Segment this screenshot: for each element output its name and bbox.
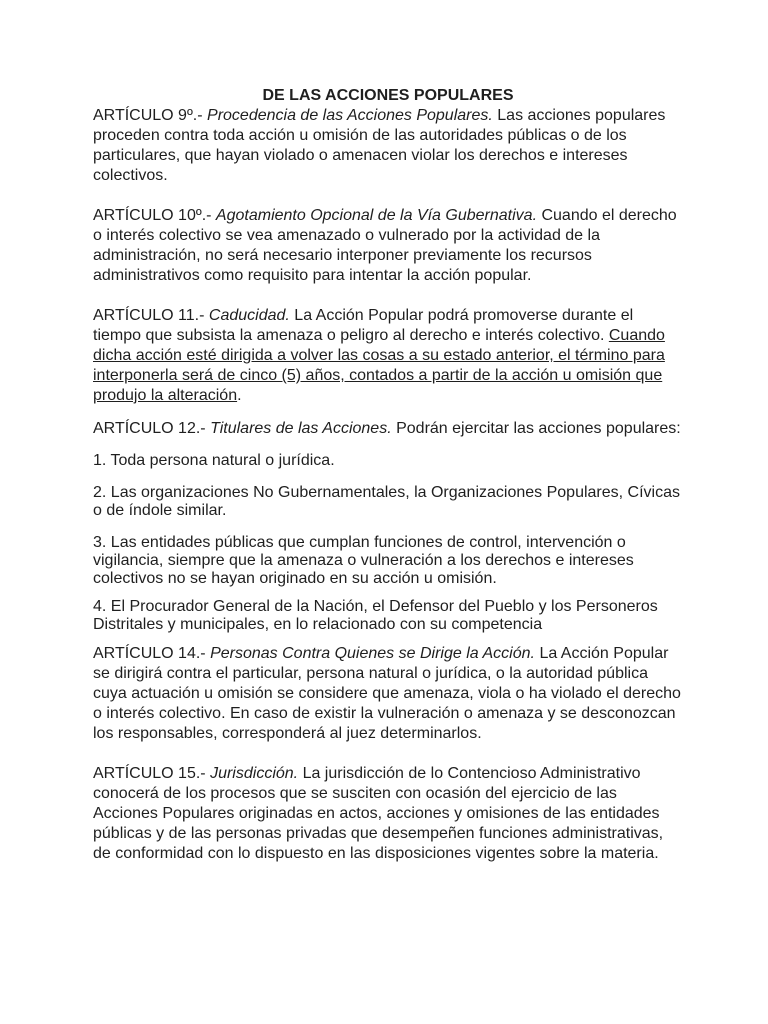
article-number: ARTÍCULO 12.- — [93, 420, 206, 437]
article-heading: Personas Contra Quienes se Dirige la Acción. — [210, 645, 535, 662]
article-12 — [93, 420, 683, 438]
article-body: Cuando el derecho o interés colectivo se vea amenazado o vulnerado por la actividad de la administración, no será necesario interponer previamente los recursos administrativos como requisito para intentar la acción popular. — [93, 207, 677, 284]
article-trailing: . — [237, 387, 242, 404]
document-title: DE LAS ACCIONES POPULARES — [262, 87, 514, 104]
list-item: 4. El Procurador General de la Nación, el Defensor del Pueblo y los Personeros Distritales y municipales, en lo relacionado con su competencia — [93, 598, 658, 633]
article-body: La Acción Popular se dirigirá contra el particular, persona natural o jurídica, o la autoridad pública cuya actuación u omisión se considere que amenaza, viola o ha violado el derecho o interés colectivo. En caso de existir la vulneración o amenaza y se desconozcan los responsables, corresponderá al juez determinarlos. — [93, 645, 681, 742]
article-11 — [93, 306, 683, 406]
article-heading: Agotamiento Opcional de la Vía Gubernativa. — [215, 207, 538, 224]
article-number: ARTÍCULO 15.- — [93, 765, 206, 782]
article-body: La Acción Popular podrá promoverse durante el tiempo que subsista la amenaza o peligro al derecho e interés colectivo. — [93, 307, 634, 344]
article-10 — [93, 206, 683, 286]
article-heading: Caducidad. — [208, 307, 290, 324]
list-item: 1. Toda persona natural o jurídica. — [93, 452, 335, 469]
article-heading: Titulares de las Acciones. — [210, 420, 392, 437]
article-number: ARTÍCULO 9º.- — [93, 107, 203, 124]
list-item: 2. Las organizaciones No Gubernamentales, la Organizaciones Populares, Cívicas o de índole similar. — [93, 484, 680, 519]
article-heading: Jurisdicción. — [210, 765, 299, 782]
article-number: ARTÍCULO 11.- — [93, 307, 205, 324]
article-body: Podrán ejercitar las acciones populares: — [396, 420, 681, 437]
article-15 — [93, 764, 683, 864]
article-heading: Procedencia de las Acciones Populares. — [207, 107, 493, 124]
article-number: ARTÍCULO 10º.- — [93, 207, 212, 224]
article-body: Las acciones populares proceden contra toda acción u omisión de las autoridades públicas o de los particulares, que hayan violado o amenacen violar los derechos e intereses colectivos. — [93, 107, 666, 184]
article-14 — [93, 644, 683, 744]
article-number: ARTÍCULO 14.- — [93, 645, 206, 662]
list-item: 3. Las entidades públicas que cumplan funciones de control, intervención o vigilancia, siempre que la amenaza o vulneración a los derechos e intereses colectivos no se hayan originado en su acción u omisión. — [93, 534, 634, 587]
article-underlined-text: Cuando dicha acción esté dirigida a volver las cosas a su estado anterior, el término para interponerla será de cinco (5) años, contados a partir de la acción u omisión que produjo la alteración — [93, 327, 665, 404]
article-9 — [93, 106, 683, 186]
document-page — [93, 86, 683, 864]
article-body: La jurisdicción de lo Contencioso Administrativo conocerá de los procesos que se susciten con ocasión del ejercicio de las Acciones Populares originadas en actos, acciones y omisiones de las entidades públicas y de las personas privadas que desempeñen funciones administrativas, de conformidad con lo dispuesto en las disposiciones vigentes sobre la materia. — [93, 765, 664, 862]
